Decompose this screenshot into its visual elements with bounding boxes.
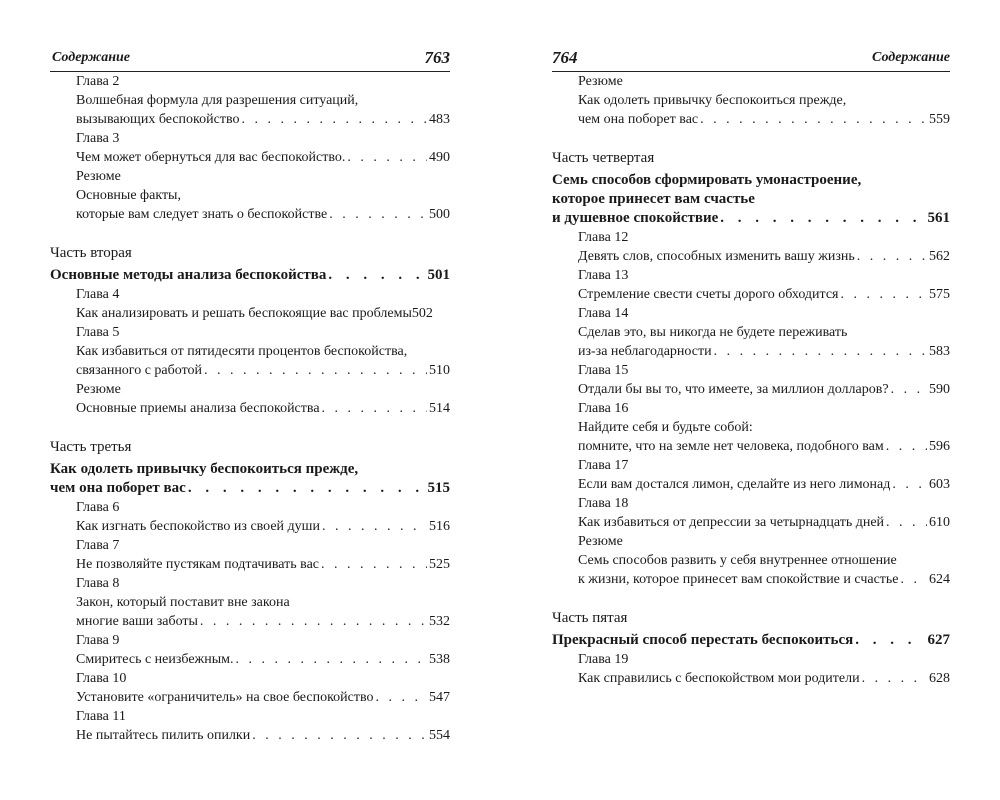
summary-title-line: Как одолеть привычку беспокоиться прежде, [578, 93, 847, 108]
leader-dots [714, 342, 927, 361]
chapter-label: Глава 8 [76, 576, 120, 591]
leader-dots [322, 399, 427, 418]
chapter-label: Глава 9 [76, 633, 120, 648]
entry-page: 559 [929, 112, 950, 127]
toc-entry[interactable]: Стремление свести счеты дорого обходится . . . 575 [552, 285, 950, 304]
toc-entry[interactable]: многие ваши заботы . . . 532 [50, 612, 450, 631]
toc-entry[interactable]: Смиритесь с неизбежным. . . . 538 [50, 650, 450, 669]
toc-entry[interactable]: помните, что на земле нет человека, подобного вам . . . 596 [552, 437, 950, 456]
part-label: Часть третья [50, 439, 132, 455]
entry-page: 501 [427, 267, 450, 283]
right-page-header [552, 42, 950, 72]
entry-page: 628 [929, 671, 950, 686]
toc-entry[interactable]: чем она поборет вас . . . 559 [552, 110, 950, 129]
entry-page: 583 [929, 344, 950, 359]
leader-dots [855, 631, 925, 650]
toc-entry[interactable]: Основные приемы анализа беспокойства . . . 514 [50, 399, 450, 418]
part-entry[interactable]: чем она поборет вас . . . 515 [50, 479, 450, 498]
toc-entry[interactable]: Отдали бы вы то, что имеете, за миллион долларов? . . . 590 [552, 380, 950, 399]
leader-dots [321, 555, 427, 574]
summary-label: Резюме [578, 74, 623, 89]
left-page [50, 0, 450, 800]
leader-dots [720, 209, 925, 228]
entry-page: 490 [429, 150, 450, 165]
toc-entry[interactable]: Установите «ограничитель» на свое беспокойство . . . 547 [50, 688, 450, 707]
chapter-label: Глава 19 [578, 652, 629, 667]
chapter-label: Глава 17 [578, 458, 629, 473]
right-toc [552, 72, 950, 688]
leader-dots [892, 475, 927, 494]
leader-dots [857, 247, 927, 266]
part-title-line: которое принесет вам счастье [552, 191, 755, 207]
part-entry[interactable]: Прекрасный способ перестать беспокоиться . . . 627 [552, 631, 950, 650]
toc-entry[interactable]: вызывающих беспокойство . . . 483 [50, 110, 450, 129]
leader-dots [252, 726, 427, 745]
chapter-label: Глава 14 [578, 306, 629, 321]
chapter-label: Глава 6 [76, 500, 120, 515]
entry-page: 561 [927, 210, 950, 226]
entry-page: 510 [429, 363, 450, 378]
entry-page: 516 [429, 519, 450, 534]
leader-dots [328, 266, 425, 285]
entry-page: 562 [929, 249, 950, 264]
part-label: Часть пятая [552, 610, 628, 626]
summary-title-line: Основные факты, [76, 188, 181, 203]
chapter-title-line: Как избавиться от пятидесяти процентов беспокойства, [76, 344, 408, 359]
chapter-label: Глава 16 [578, 401, 629, 416]
toc-entry[interactable]: Не позволяйте пустякам подтачивать вас . . . 525 [50, 555, 450, 574]
chapter-label: Глава 3 [76, 131, 120, 146]
leader-dots [329, 205, 427, 224]
chapter-label: Глава 2 [76, 74, 120, 89]
chapter-label: Глава 13 [578, 268, 629, 283]
chapter-title-line: Закон, который поставит вне закона [76, 595, 290, 610]
entry-page: 547 [429, 690, 450, 705]
part-entry[interactable]: и душевное спокойствие . . . 561 [552, 209, 950, 228]
toc-entry[interactable]: связанного с работой . . . 510 [50, 361, 450, 380]
toc-entry[interactable]: Если вам достался лимон, сделайте из него лимонад . . . 603 [552, 475, 950, 494]
toc-entry[interactable]: Не пытайтесь пилить опилки . . . 554 [50, 726, 450, 745]
summary-label: Резюме [578, 534, 623, 549]
leader-dots [886, 437, 927, 456]
entry-page: 575 [929, 287, 950, 302]
chapter-label: Глава 10 [76, 671, 127, 686]
entry-page: 514 [429, 401, 450, 416]
summary-title-line: Семь способов развить у себя внутреннее отношение [578, 553, 897, 568]
leader-dots [891, 380, 927, 399]
right-page [552, 0, 950, 800]
running-head-title: Содержание [52, 50, 130, 65]
chapter-label: Глава 15 [578, 363, 629, 378]
page-number: 764 [552, 48, 578, 67]
toc-entry[interactable]: к жизни, которое принесет вам спокойствие и счастье . . . 624 [552, 570, 950, 589]
left-toc [50, 72, 450, 745]
page-number: 763 [424, 48, 450, 67]
toc-entry[interactable]: Как избавиться от депрессии за четырнадцать дней . . . 610 [552, 513, 950, 532]
entry-page: 538 [429, 652, 450, 667]
toc-entry[interactable]: которые вам следует знать о беспокойстве . . . 500 [50, 205, 450, 224]
leader-dots [700, 110, 927, 129]
entry-page: 590 [929, 382, 950, 397]
leader-dots [200, 612, 427, 631]
entry-page: 532 [429, 614, 450, 629]
leader-dots [347, 148, 427, 167]
toc-entry[interactable]: из-за неблагодарности . . . 583 [552, 342, 950, 361]
leader-dots [862, 669, 927, 688]
entry-page: 500 [429, 207, 450, 222]
part-label: Часть четвертая [552, 150, 655, 166]
part-label: Часть вторая [50, 245, 132, 261]
part-entry[interactable]: Основные методы анализа беспокойства . . . 501 [50, 266, 450, 285]
leader-dots [188, 479, 426, 498]
leader-dots [886, 513, 927, 532]
leader-dots [241, 110, 427, 129]
chapter-label: Глава 11 [76, 709, 126, 724]
part-title-line: Как одолеть привычку беспокоиться прежде, [50, 461, 359, 477]
toc-entry[interactable]: Как изгнать беспокойство из своей души . . . 516 [50, 517, 450, 536]
entry-page: 610 [929, 515, 950, 530]
leader-dots [236, 650, 428, 669]
leader-dots [322, 517, 427, 536]
chapter-title-line: Волшебная формула для разрешения ситуаций, [76, 93, 359, 108]
leader-dots [840, 285, 927, 304]
leader-dots [204, 361, 427, 380]
entry-page: 624 [929, 572, 950, 587]
entry-page: 502 [411, 306, 433, 321]
summary-label: Резюме [76, 382, 121, 397]
chapter-title-line: Сделав это, вы никогда не будете переживать [578, 325, 848, 340]
chapter-label: Глава 5 [76, 325, 120, 340]
chapter-label: Глава 18 [578, 496, 629, 511]
leader-dots [376, 688, 427, 707]
entry-page: 525 [429, 557, 450, 572]
running-head-title: Содержание [872, 50, 950, 65]
toc-entry[interactable]: Чем может обернуться для вас беспокойство. . . . 490 [50, 148, 450, 167]
entry-page: 603 [929, 477, 950, 492]
part-title-line: Семь способов сформировать умонастроение, [552, 172, 862, 188]
chapter-label: Глава 7 [76, 538, 120, 553]
summary-label: Резюме [76, 169, 121, 184]
entry-page: 554 [429, 728, 450, 743]
chapter-title-line: Найдите себя и будьте собой: [578, 420, 753, 435]
toc-entry[interactable]: Девять слов, способных изменить вашу жизнь . . . 562 [552, 247, 950, 266]
toc-entry[interactable]: Как анализировать и решать беспокоящие вас проблемы 502 [76, 306, 433, 321]
entry-page: 515 [427, 480, 450, 496]
toc-entry[interactable]: Как справились с беспокойством мои родители . . . 628 [552, 669, 950, 688]
chapter-label: Глава 4 [76, 287, 120, 302]
entry-page: 596 [929, 439, 950, 454]
leader-dots [901, 570, 927, 589]
entry-page: 627 [927, 632, 950, 648]
left-page-header [50, 42, 450, 72]
chapter-label: Глава 12 [578, 230, 629, 245]
entry-page: 483 [429, 112, 450, 127]
